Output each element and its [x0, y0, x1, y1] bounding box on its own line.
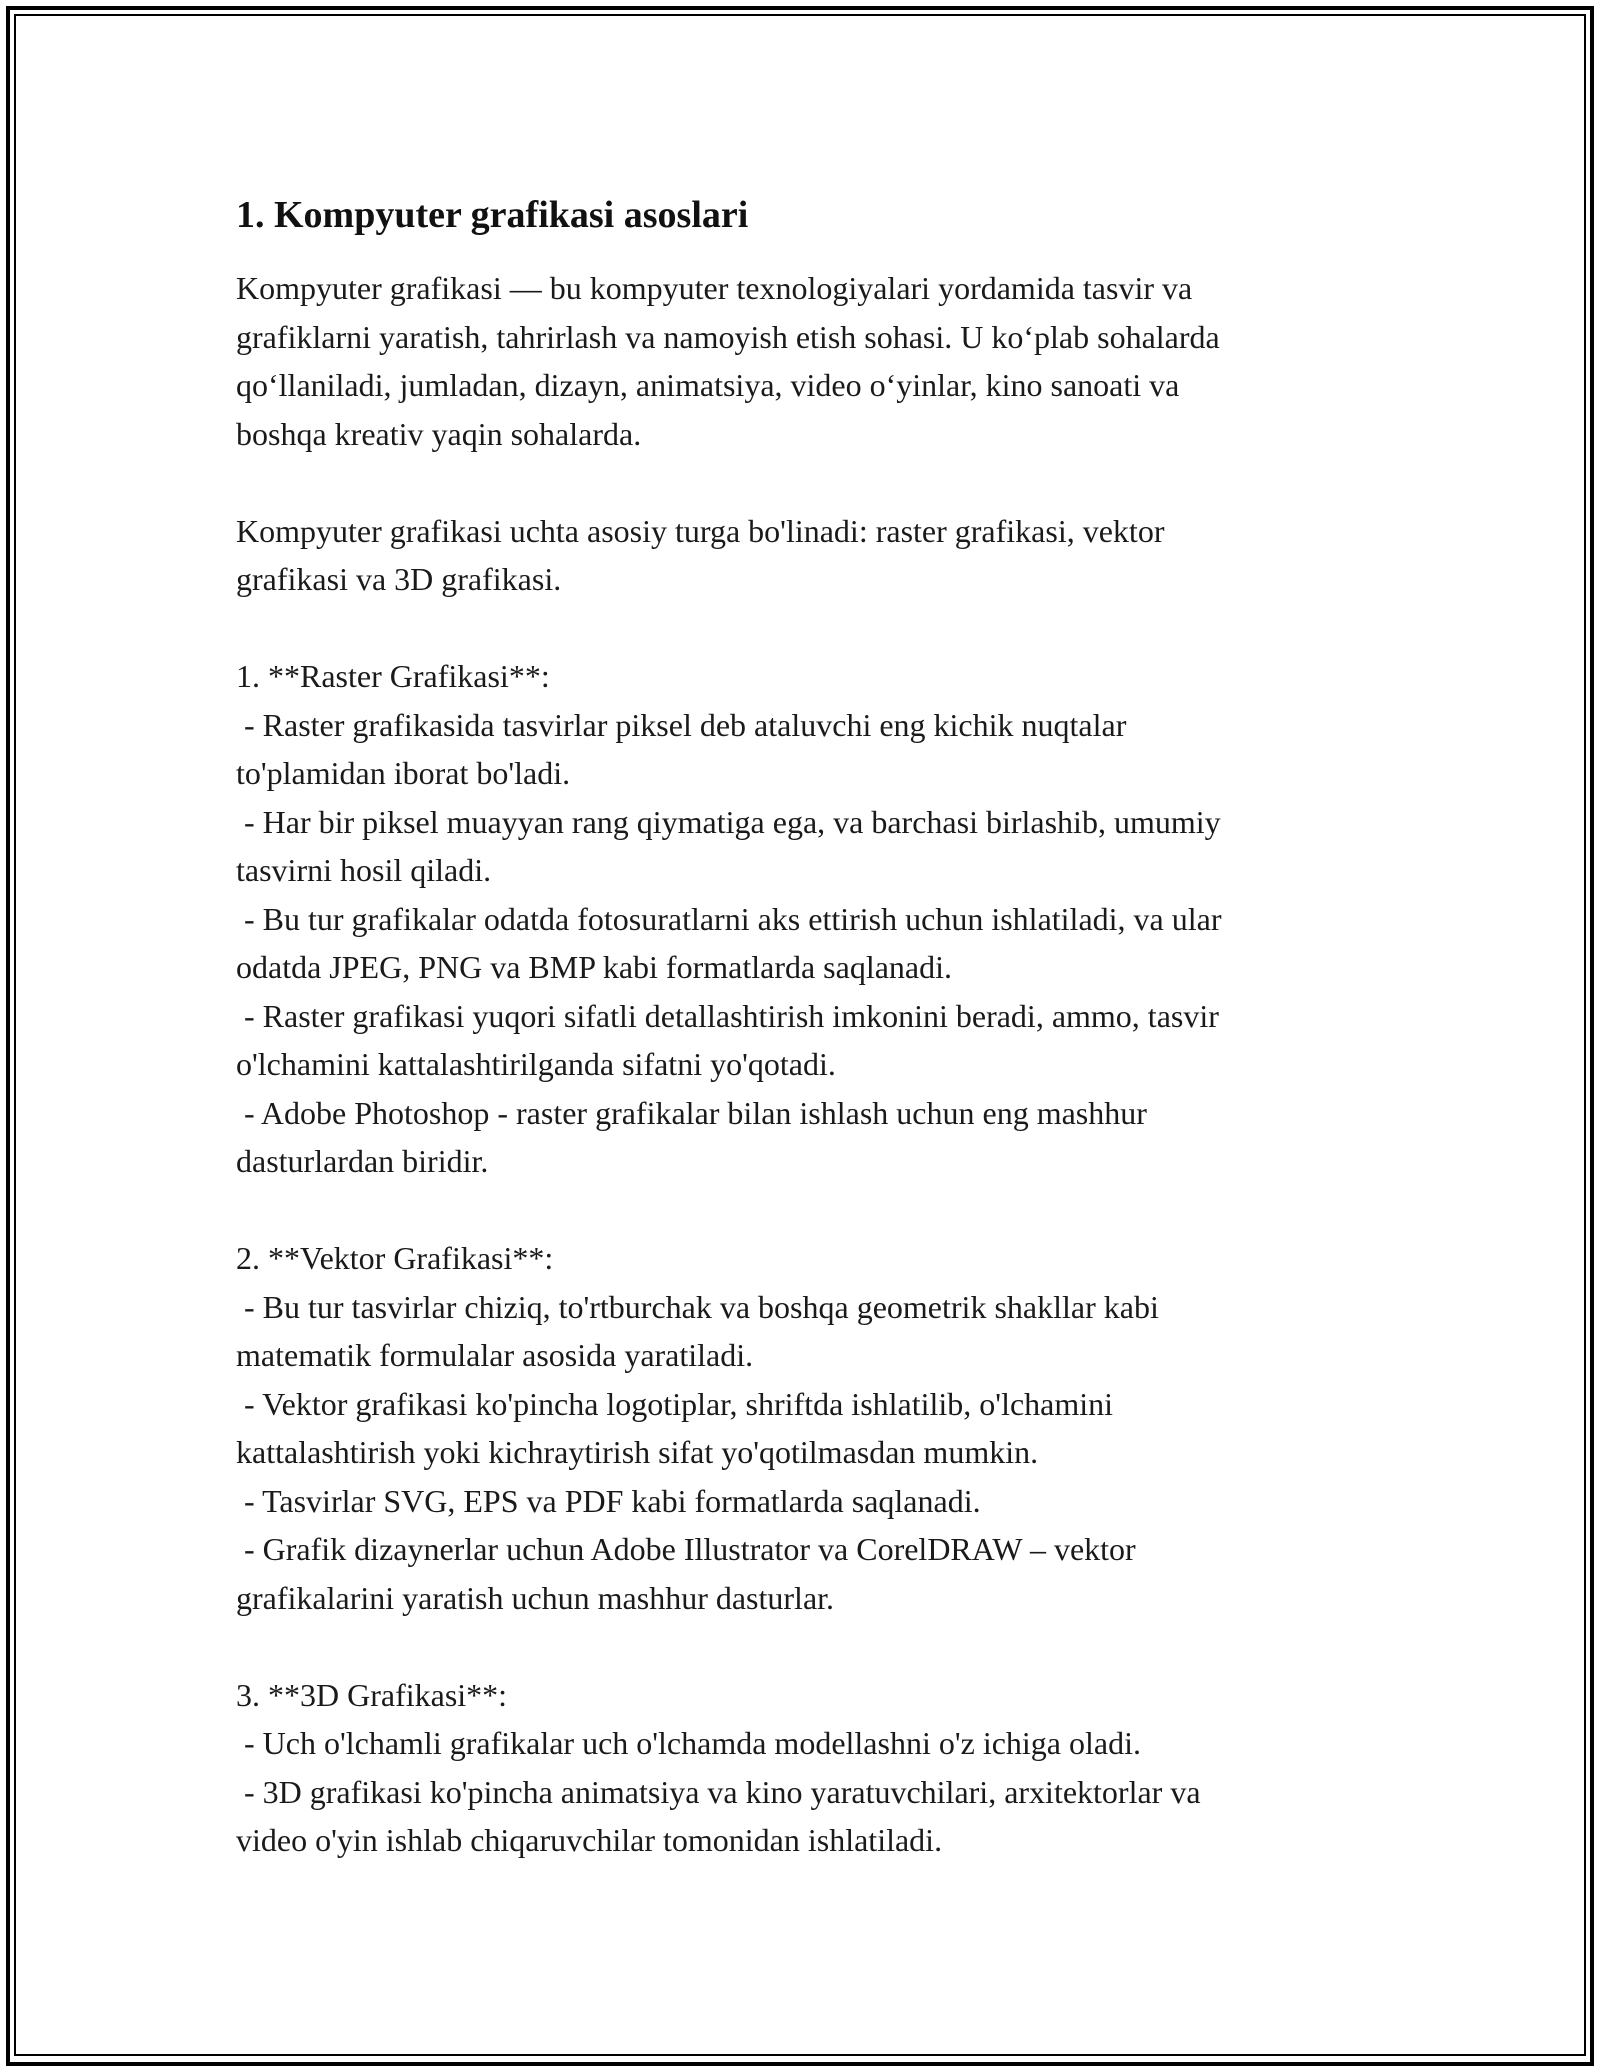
section-heading: 3. **3D Grafikasi**: [236, 1676, 508, 1713]
paragraph-gap [236, 604, 1376, 653]
paragraph-gap [236, 458, 1376, 507]
section-heading: 2. **Vektor Grafikasi**: [236, 1240, 554, 1276]
text-line: qoʻllaniladi, jumladan, dizayn, animatsiya, video oʻyinlar, kino sanoati va [236, 367, 1180, 403]
text-line: video o'yin ishlab chiqaruvchilar tomonidan ishlatiladi. [236, 1822, 943, 1858]
document-body [236, 184, 1376, 1865]
text-line: grafikasi va 3D grafikasi. [236, 561, 562, 597]
document-title: 1. Kompyuter grafikasi asoslari [236, 194, 749, 236]
text-line: - Har bir piksel muayyan rang qiymatiga ega, va barchasi birlashib, umumiy [236, 803, 1221, 840]
text-line: - Raster grafikasi yuqori sifatli detallashtirish imkonini beradi, ammo, tasvir [236, 997, 1219, 1034]
text-line: boshqa kreativ yaqin sohalarda. [236, 415, 642, 452]
text-line: grafiklarni yaratish, tahrirlash va namoyish etish sohasi. U koʻplab sohalarda [236, 318, 1220, 355]
text-line: - Grafik dizaynerlar uchun Adobe Illustrator va CorelDRAW – vektor [236, 1531, 1136, 1567]
text-line: - Raster grafikasida tasvirlar piksel deb ataluvchi eng kichik nuqtalar [236, 706, 1127, 743]
section-heading: 1. **Raster Grafikasi**: [236, 658, 550, 694]
text-line: to'plamidan iborat bo'ladi. [236, 755, 571, 791]
text-line: odatda JPEG, PNG va BMP kabi formatlarda saqlanadi. [236, 949, 953, 985]
text-line: grafikalarini yaratish uchun mashhur dasturlar. [236, 1579, 835, 1616]
paragraph-gap [236, 1186, 1376, 1235]
types-paragraph [236, 507, 1376, 604]
text-line: - Vektor grafikasi ko'pincha logotiplar, shriftda ishlatilib, o'lchamini [236, 1385, 1114, 1422]
text-line: - 3D grafikasi ko'pincha animatsiya va kino yaratuvchilari, arxitektorlar va [236, 1773, 1201, 1810]
text-line: kattalashtirish yoki kichraytirish sifat yo'qotilmasdan mumkin. [236, 1434, 1039, 1470]
threed-section [236, 1671, 1376, 1865]
text-line: Kompyuter grafikasi — bu kompyuter texnologiyalari yordamida tasvir va [236, 270, 1193, 306]
text-line: - Tasvirlar SVG, EPS va PDF kabi formatlarda saqlanadi. [236, 1482, 981, 1519]
text-line: - Bu tur tasvirlar chiziq, to'rtburchak va boshqa geometrik shakllar kabi [236, 1288, 1159, 1325]
text-line: - Uch o'lchamli grafikalar uch o'lchamda modellashni o'z ichiga oladi. [236, 1725, 1141, 1761]
text-line: - Adobe Photoshop - raster grafikalar bilan ishlash uchun eng mashhur [236, 1094, 1147, 1131]
text-line: o'lchamini kattalashtirilganda sifatni yo'qotadi. [236, 1046, 836, 1082]
intro-paragraph [236, 264, 1376, 458]
raster-section [236, 652, 1376, 1186]
text-line: - Bu tur grafikalar odatda fotosuratlarni aks ettirish uchun ishlatiladi, va ular [236, 900, 1222, 937]
text-line: dasturlardan biridir. [236, 1143, 489, 1179]
text-line: matematik formulalar asosida yaratiladi. [236, 1337, 754, 1373]
paragraph-gap [236, 1622, 1376, 1671]
text-line: tasvirni hosil qiladi. [236, 852, 492, 888]
text-line: Kompyuter grafikasi uchta asosiy turga bo'linadi: raster grafikasi, vektor [236, 512, 1165, 549]
vektor-section [236, 1234, 1376, 1622]
